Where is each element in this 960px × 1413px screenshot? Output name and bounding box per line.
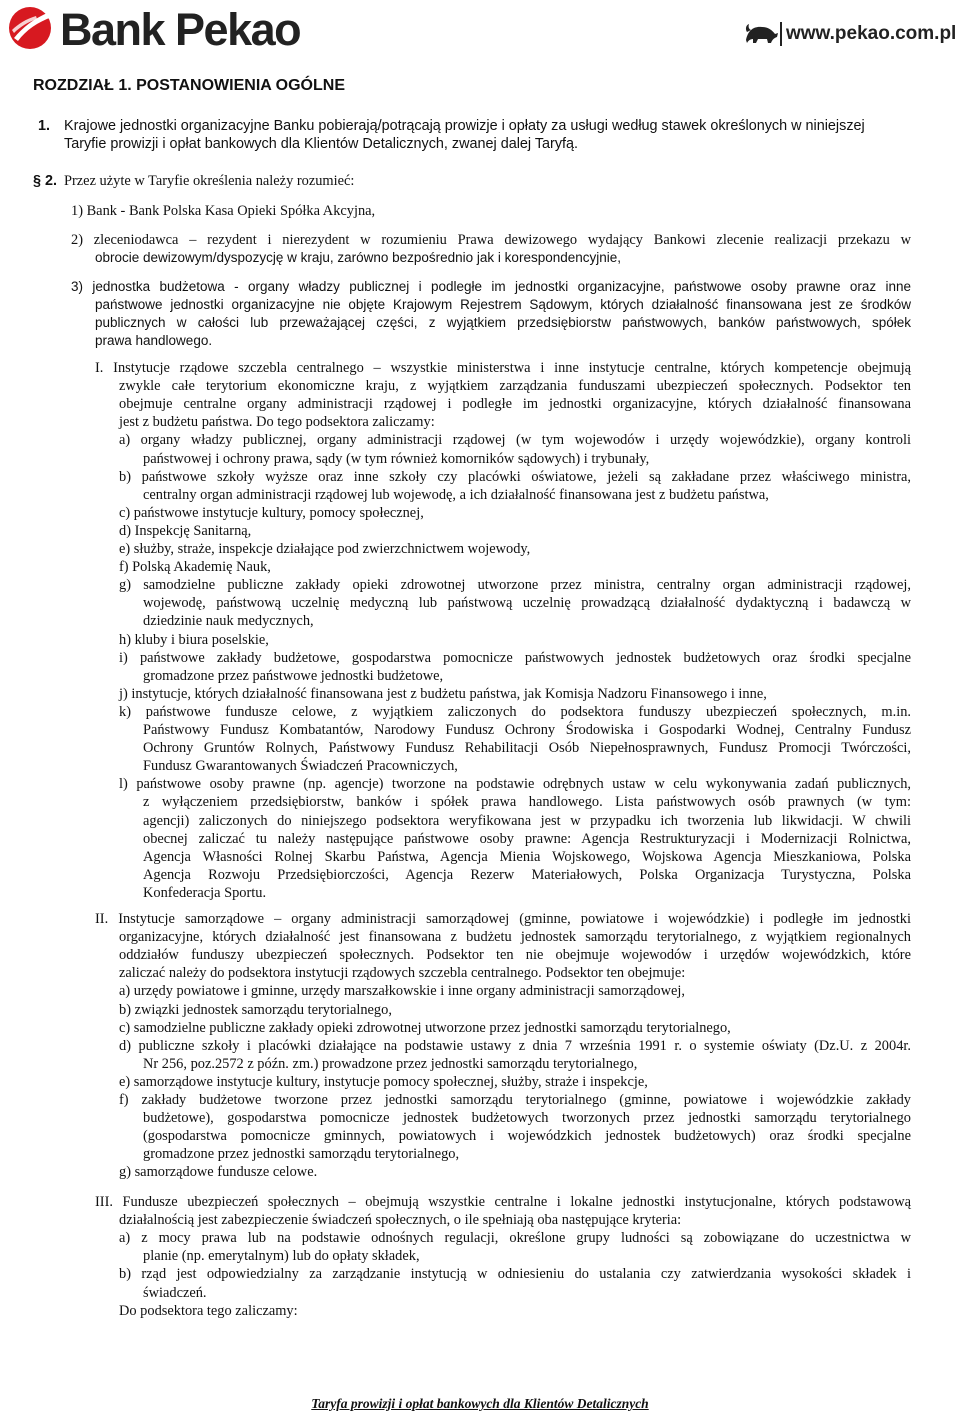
group1-line: obejmuje centralne organy administracji rządowej i podległe im jednostki organizacyjne, których działalność finansowana	[119, 396, 911, 413]
group1-line: wojewodę, państwową uczelnię medyczną lub państwową uczelnię prowadzącą działalność dydaktyczną i badawczą w	[143, 595, 911, 612]
section-2-intro: Przez użyte w Taryfie określenia należy rozumieć:	[64, 173, 355, 189]
group3-line: Do podsektora tego zaliczamy:	[119, 1302, 298, 1319]
definition-2-line: obrocie dewizowym/dyspozycję w kraju, zarówno bezpośrednio jak i korespondencyjnie,	[95, 250, 622, 265]
group1-line: Agencja Rozwoju Przedsiębiorczości, Agencja Rezerw Materiałowych, Polska Organizacja Turystyczna, Polska	[143, 866, 911, 883]
group1-line: Fundusz Gwarantowanych Świadczeń Pracowniczych,	[143, 758, 458, 775]
group1-line: l) państwowe osoby prawne (np. agencje) tworzone na podstawie odrębnych ustaw w celu wykonywania zadań publicznych,	[119, 776, 911, 793]
group1-line: dziedzinie nauk medycznych,	[143, 613, 314, 630]
pekao-emblem-icon	[8, 4, 56, 52]
group2-line: e) samorządowe instytucje kultury, instytucje pomocy społecznej, służby, straże i inspekcje,	[119, 1073, 648, 1090]
group3-line: III. Fundusze ubezpieczeń społecznych – obejmują wszystkie centralne i lokalne jednostki instytucjonalne, których podstawową	[95, 1194, 911, 1210]
group1-line: Konfederacja Sportu.	[143, 884, 267, 901]
group2-line: (gospodarstwa pomocnicze gminnych, powiatowych i wojewódzkich jednostek budżetowych) oraz środki specjalne	[143, 1128, 911, 1145]
page-footer: Taryfa prowizji i opłat bankowych dla Klientów Detalicznych	[311, 1396, 649, 1411]
group2-line: II. Instytucje samorządowe – organy administracji samorządowej (gminne, powiatowe i wojewódzkie) i podległe im jednostki	[95, 911, 911, 927]
group1-line: I. Instytucje rządowe szczebla centralnego – wszystkie ministerstwa i inne instytucje centralne, których kompetencje obejmują	[95, 360, 911, 376]
group1-line: Ochrony Gruntów Rolnych, Państwowy Fundusz Rehabilitacji Osób Niepełnosprawnych, Fundusz Promocji Twórczości,	[143, 740, 911, 757]
definition-3-line: publicznych w całości lub przeważającej części, z wyjątkiem przedsiębiorstw państwowych, banków państwowych, spółek	[95, 315, 911, 330]
definition-3-line: 3) jednostka budżetowa - organy władzy publicznej i podległe im jednostki organizacyjne, państwowe osoby prawne oraz inne	[71, 279, 911, 294]
group2-line: gromadzone przez jednostki samorządu terytorialnego,	[143, 1146, 460, 1163]
group1-line: państwowej i ochrony prawa, sądy (w tym również komorników sądowych) i trybunały,	[143, 450, 650, 467]
group1-line: d) Inspekcję Sanitarną,	[119, 522, 252, 539]
group1-line: f) Polską Akademię Nauk,	[119, 559, 271, 576]
group2-line: budżetowe), gospodarstwa pomocnicze jednostek budżetowych tworzonych przez jednostki samorządu terytorialnego	[143, 1110, 911, 1127]
group1-line: centralny organ administracji rządowej lub wojewodę, a ich działalność finansowana jest z budżetu państwa,	[143, 486, 769, 503]
group1-line: obecnej zaliczać tu należy następujące państwowe osoby prawne: Agencja Restrukturyzacji i Modernizacji Rolnictwa,	[143, 830, 911, 847]
website-url[interactable]: www.pekao.com.pl	[786, 23, 957, 44]
definition-2-line: 2) zleceniodawca – rezydent i nierezydent w rozumieniu Prawa dewizowego wydający Bankowi zlecenie realizacji przekazu w	[71, 232, 911, 248]
section-2-number: § 2.	[33, 173, 58, 189]
group2-line: organizacyjne, których działalność jest finansowana z budżetu jednostek samorządu terytorialnego, z wyjątkiem regionalnych	[119, 929, 911, 946]
group2-line: b) związki jednostek samorządu terytorialnego,	[119, 1001, 392, 1018]
group2-line: zaliczać należy do podsektora instytucji rządowych szczebla centralnego. Podsektor ten obejmuje:	[119, 965, 686, 982]
group1-line: k) państwowe fundusze celowe, z wyjątkiem zaliczonych do podsektora funduszy ubezpieczeń społecznych, m.in.	[119, 703, 911, 720]
group1-line: jest z budżetu państwa. Do tego podsektora zaliczamy:	[119, 414, 435, 431]
brand-name: Bank Pekao	[60, 4, 301, 55]
group2-line: oddziałów funduszy ubezpieczeń społecznych. Podsektor ten nie obejmuje wojewodów i urzędów wojewódzkich, które	[119, 947, 911, 964]
group3-line: planie (np. emerytalnym) lub do opłaty składek,	[143, 1248, 420, 1265]
definition-3-line: państwowe jednostki organizacyjne nie objęte Krajowym Rejestrem Sądowym, których działalność finansowana jest ze środków	[95, 297, 911, 312]
header-divider	[780, 22, 782, 46]
group3-line: b) rząd jest odpowiedzialny za zarządzanie instytucją w odniesieniu do ustalania czy zatwierdzania wysokości składek i	[119, 1266, 911, 1283]
group3-line: a) z mocy prawa lub na podstawie odnośnych regulacji, określone grupy ludności są zobowiązane do uczestnictwa w	[119, 1230, 911, 1247]
page-header	[0, 0, 960, 60]
group1-line: g) samodzielne publiczne zakłady opieki zdrowotnej utworzone przez ministra, centralny organ administracji rządowej,	[119, 577, 911, 594]
group1-line: h) kluby i biura poselskie,	[119, 631, 269, 648]
group1-line: zwykle całe terytorium ekonomiczne kraju, z wyjątkiem zarządzania funduszami ubezpieczeń społecznych. Podsektor ten	[119, 378, 911, 395]
group1-line: z wyłączeniem przedsiębiorstw, banków i spółek prawa handlowego. Lista państwowych osób prawnych (w tym:	[143, 794, 911, 811]
section-1-line: Krajowe jednostki organizacyjne Banku pobierają/potrącają prowizje i opłaty za usługi według stawek określonych w niniejszej	[64, 118, 865, 134]
definition-3-line: prawa handlowego.	[95, 333, 213, 348]
group2-line: d) publiczne szkoły i placówki działające na podstawie ustawy z dnia 7 września 1991 r. o systemie oświaty (Dz.U. z 2004r.	[119, 1037, 911, 1054]
group1-line: a) organy władzy publicznej, organy administracji rządowej (w tym wojewodów i urzędy wojewódzkie), organy kontroli	[119, 432, 911, 449]
group2-line: g) samorządowe fundusze celowe.	[119, 1164, 318, 1181]
group1-line: c) państwowe instytucje kultury, pomocy społecznej,	[119, 504, 424, 521]
chapter-title: ROZDZIAŁ 1. POSTANOWIENIA OGÓLNE	[33, 77, 345, 94]
group1-line: agencji) zaliczonych do niniejszego podsektora weryfikowana jest w przypadku ich tworzenia lub likwidacji. W chwili	[143, 812, 911, 829]
group3-line: świadczeń.	[143, 1284, 207, 1301]
group2-line: f) zakłady budżetowe tworzone przez jednostki samorządu terytorialnego (gminne, powiatowe i wojewódzkie zakłady	[119, 1092, 911, 1108]
group1-line: i) państwowe zakłady budżetowe, gospodarstwa pomocnicze państwowych jednostek budżetowych oraz środki specjalne	[119, 649, 911, 666]
group2-line: Nr 256, poz.2572 z późn. zm.) prowadzone przez jednostki samorządu terytorialnego,	[143, 1055, 638, 1072]
definition-1: 1) Bank - Bank Polska Kasa Opieki Spółka Akcyjna,	[71, 203, 376, 219]
group1-line: gromadzone przez państwowe jednostki budżetowe,	[143, 667, 444, 684]
group2-line: a) urzędy powiatowe i gminne, urzędy marszałkowskie i inne organy administracji samorządowej,	[119, 983, 685, 1000]
group1-line: b) państwowe szkoły wyższe oraz inne szkoły czy placówki oświatowe, jeżeli są zakładane przez właściwego ministra,	[119, 468, 911, 485]
group1-line: Agencja Własności Rolnej Skarbu Państwa, Agencja Mienia Wojskowego, Wojskowa Agencja Mieszkaniowa, Polska	[143, 848, 911, 865]
section-1-line: Taryfie prowizji i opłat bankowych dla Klientów Detalicznych, zwanej dalej Taryfą.	[64, 136, 579, 152]
group3-line: działalnością jest zabezpieczenie świadczeń społecznych, o ile spełniają oba następujące kryteria:	[119, 1212, 682, 1229]
group2-line: c) samodzielne publiczne zakłady opieki zdrowotnej utworzone przez jednostki samorządu terytorialnego,	[119, 1019, 731, 1036]
section-1-number: 1.	[38, 118, 51, 134]
group1-line: j) instytucje, których działalność finansowana jest z budżetu państwa, jak Komisja Nadzoru Finansowego i inne,	[119, 685, 767, 702]
bison-icon	[744, 20, 780, 46]
bank-pekao-logo	[8, 4, 301, 55]
group1-line: e) służby, straże, inspekcje działające pod zwierzchnictwem wojewody,	[119, 541, 531, 557]
website-block	[744, 20, 958, 48]
group1-line: Państwowy Fundusz Kombatantów, Narodowy Fundusz Ochrony Środowiska i Gospodarki Wodnej, Centralny Fundusz	[143, 722, 911, 738]
